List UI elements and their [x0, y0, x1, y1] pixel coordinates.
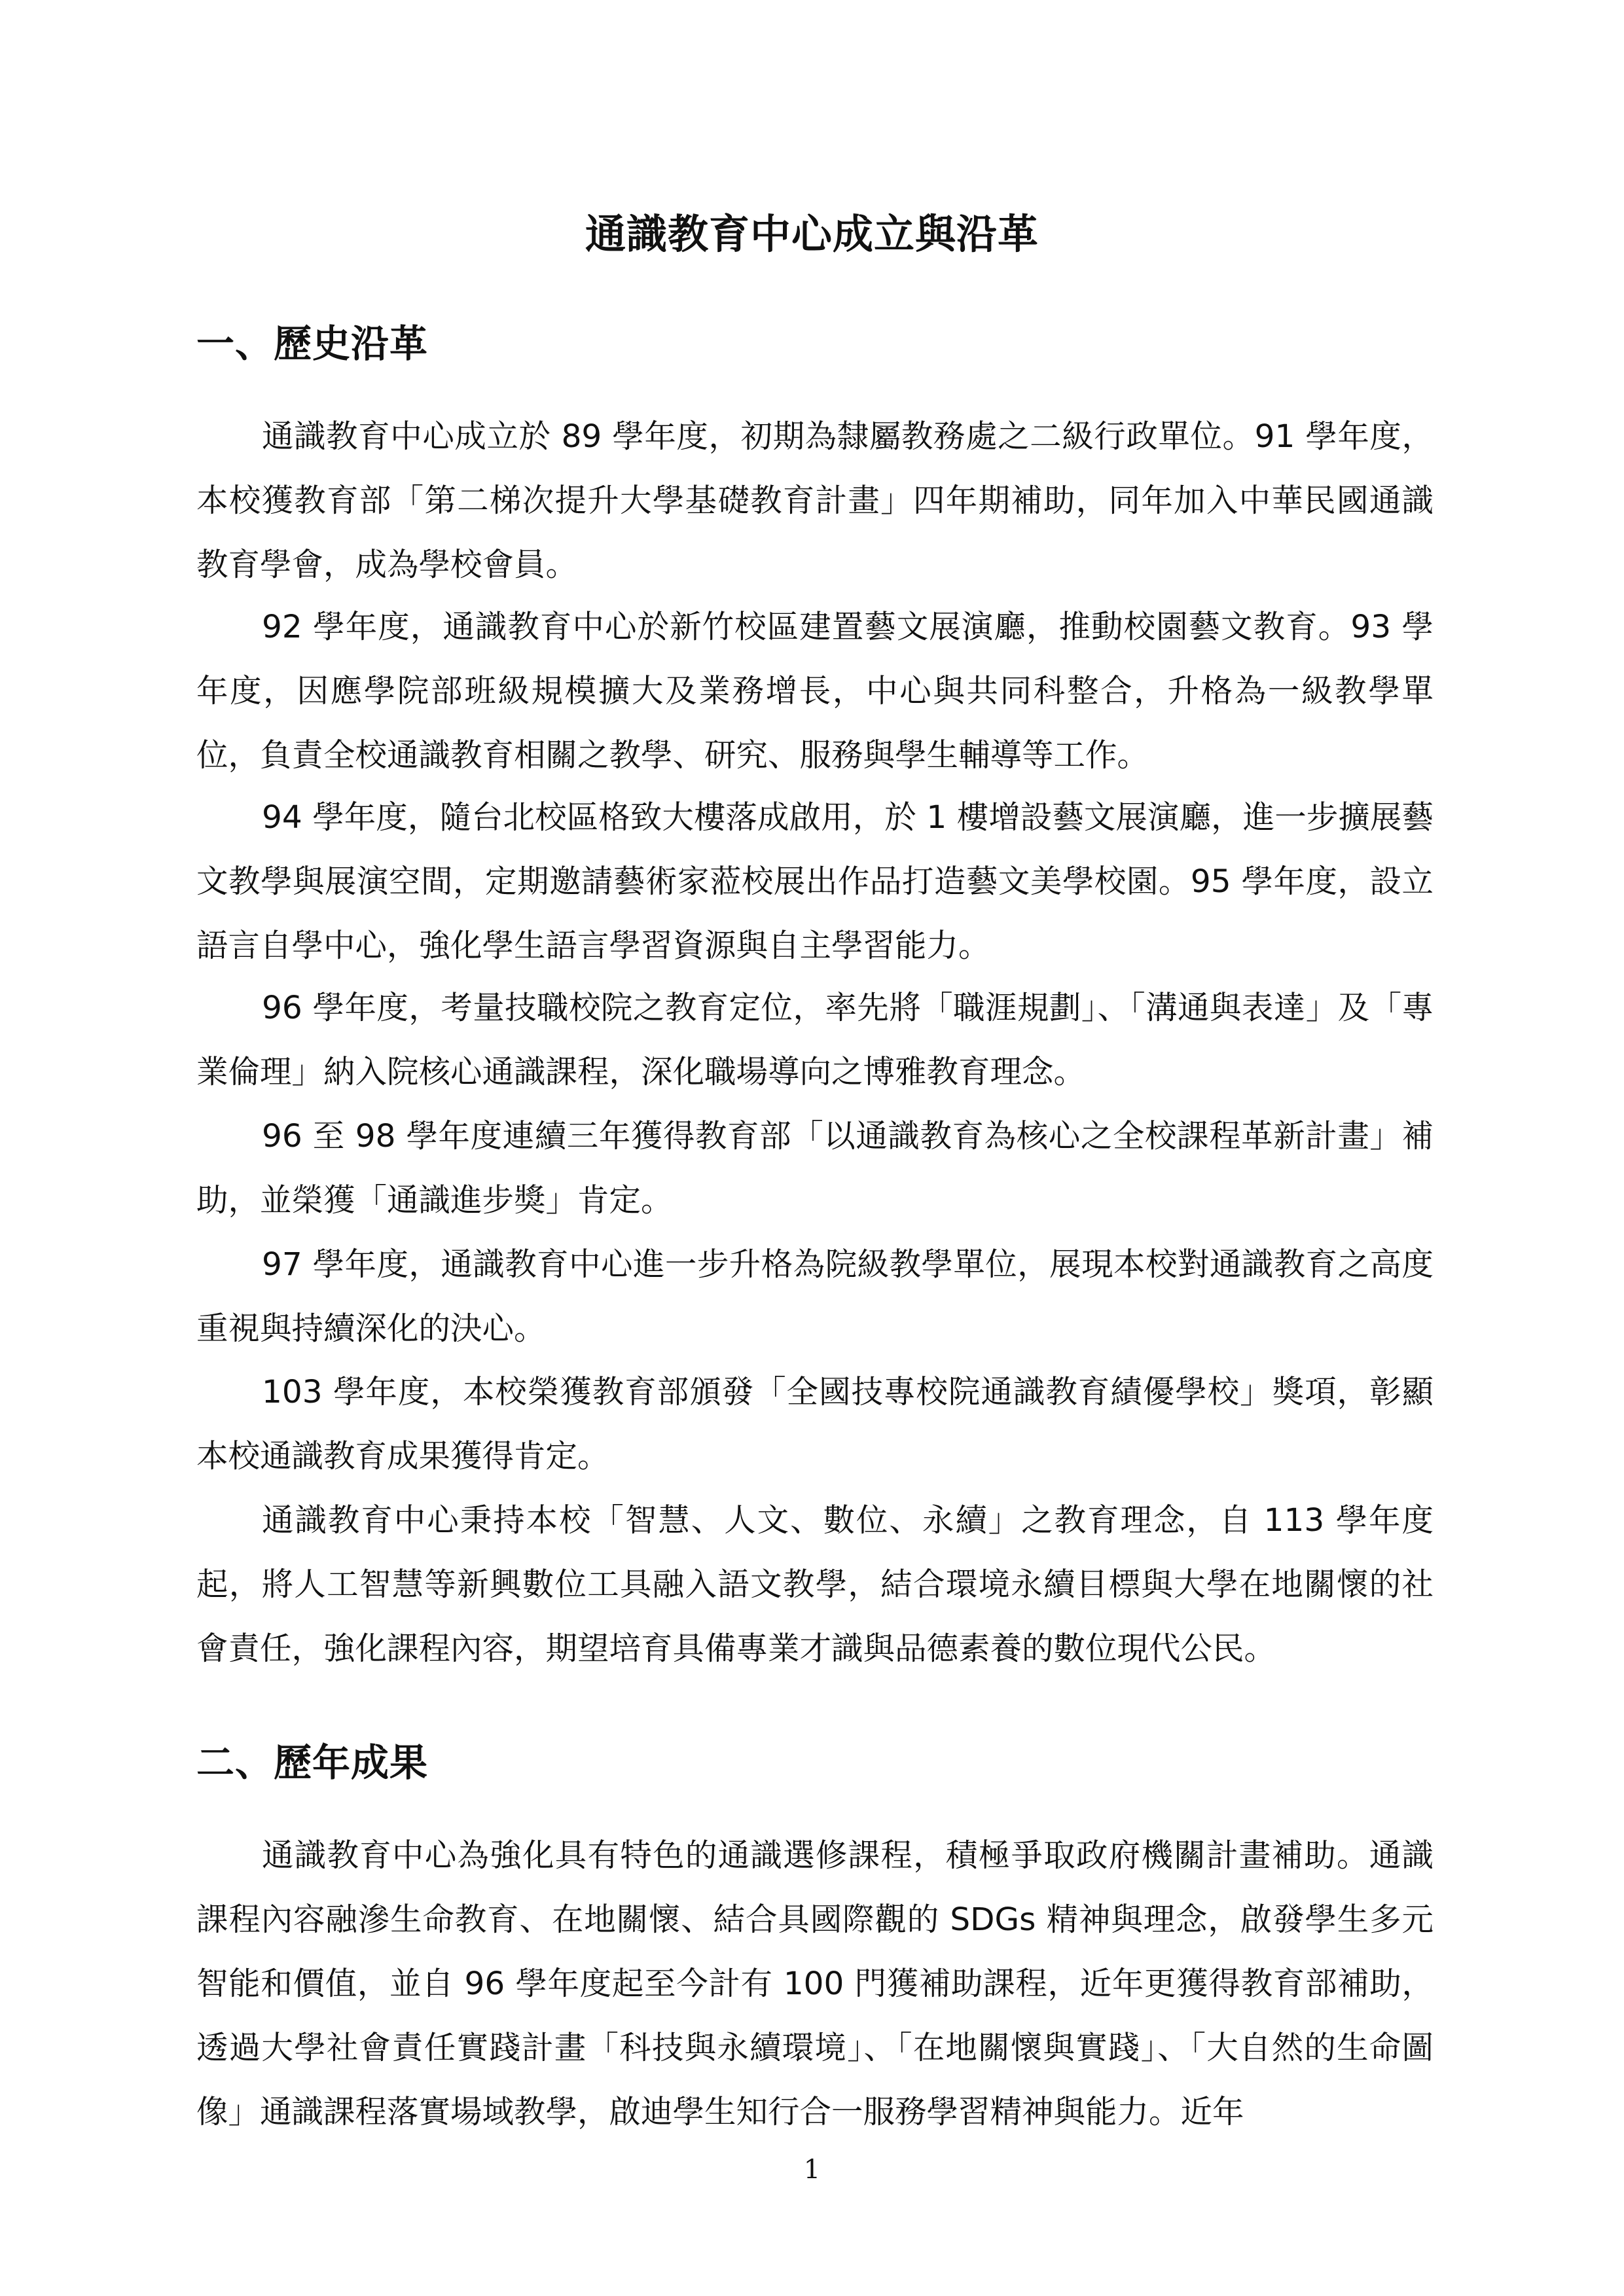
page-number: 1	[803, 2155, 821, 2185]
paragraph-history-1: 通識教育中心成立於 89 學年度，初期為隸屬教務處之二級行政單位。91 學年度，本校獲教育部「第二梯次提升大學基礎教育計畫」四年期補助，同年加入中華民國通識教育學會，成為學校會員。	[196, 418, 1434, 583]
paragraph-history-5: 96 至 98 學年度連續三年獲得教育部「以通識教育為核心之全校課程革新計畫」補助，並榮獲「通識進步獎」肯定。	[196, 1118, 1434, 1219]
paragraph-history-2: 92 學年度，通識教育中心於新竹校區建置藝文展演廳，推動校園藝文教育。93 學年度，因應學院部班級規模擴大及業務增長，中心與共同科整合，升格為一級教學單位，負責全校通識教育相關之教學、研究、服務與學生輔導等工作。	[196, 609, 1434, 774]
paragraph-history-6: 97 學年度，通識教育中心進一步升格為院級教學單位，展現本校對通識教育之高度重視與持續深化的決心。	[196, 1246, 1434, 1347]
paragraph-history-8: 通識教育中心秉持本校「智慧、人文、數位、永續」之教育理念，自 113 學年度起，將人工智慧等新興數位工具融入語文教學，結合環境永續目標與大學在地關懷的社會責任，強化課程內容，期望培育具備專業才識與品德素養的數位現代公民。	[196, 1502, 1434, 1667]
paragraph-history-3: 94 學年度，隨台北校區格致大樓落成啟用，於 1 樓增設藝文展演廳，進一步擴展藝文教學與展演空間，定期邀請藝術家蒞校展出作品打造藝文美學校園。95 學年度，設立語言自學中心，強化學生語言學習資源與自主學習能力。	[196, 799, 1434, 964]
paragraph-achievements-1: 通識教育中心為強化具有特色的通識選修課程，積極爭取政府機關計畫補助。通識課程內容融滲生命教育、在地關懷、結合具國際觀的 SDGs 精神與理念，啟發學生多元智能和價值，並自 96 學年度起至今計有 100 門獲補助課程，近年更獲得教育部補助，透過大學社會責任實踐計畫「科技與永續環境」、「在地關懷與實踐」、「大自然的生命圖像」通識課程落實場域教學，啟迪學生知行合一服務學習精神與能力。近年	[196, 1837, 1434, 2130]
paragraph-history-7: 103 學年度，本校榮獲教育部頒發「全國技專校院通識教育績優學校」獎項，彰顯本校通識教育成果獲得肯定。	[196, 1374, 1434, 1475]
section-heading-history: 一、歷史沿革	[196, 321, 429, 366]
paragraph-history-4: 96 學年度，考量技職校院之教育定位，率先將「職涯規劃」、「溝通與表達」及「專業倫理」納入院核心通識課程，深化職場導向之博雅教育理念。	[196, 990, 1434, 1090]
page-title: 通識教育中心成立與沿革	[585, 210, 1039, 258]
section-heading-achievements: 二、歷年成果	[196, 1740, 429, 1785]
